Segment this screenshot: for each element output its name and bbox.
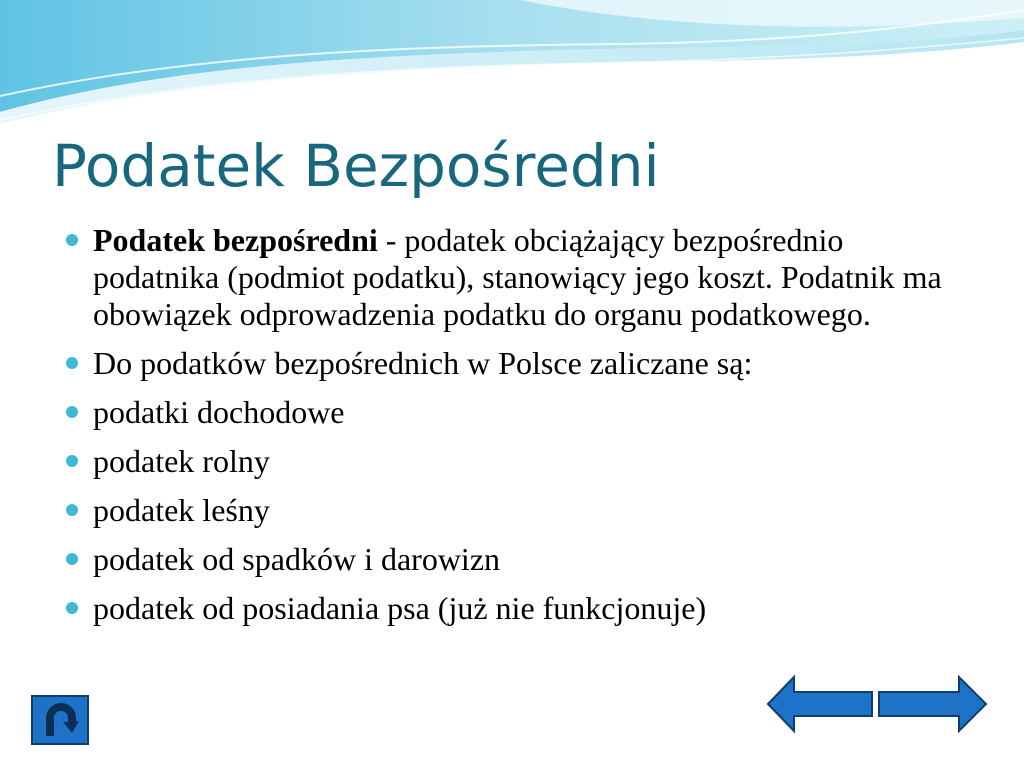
bullet-item <box>66 492 966 529</box>
return-arrow-icon <box>42 702 80 738</box>
bullet-dot-icon <box>66 234 78 246</box>
return-button[interactable] <box>31 695 89 745</box>
bullet-item-definition <box>66 222 966 333</box>
bullet-item <box>66 443 966 480</box>
bullet-item <box>66 541 966 578</box>
bullet-dot-icon <box>66 553 78 565</box>
next-button[interactable] <box>877 674 989 734</box>
bullet-list <box>66 222 966 639</box>
bullet-dot-icon <box>66 602 78 614</box>
bullet-dot-icon <box>66 455 78 467</box>
back-button[interactable] <box>766 674 876 734</box>
bullet-text: podatek od spadków i darowizn <box>93 541 501 577</box>
bullet-item <box>66 345 966 382</box>
bullet-item <box>66 394 966 431</box>
bullet-dot-icon <box>66 504 78 516</box>
definition-term: Podatek bezpośredni <box>93 222 378 258</box>
arrow-left-icon <box>768 677 872 731</box>
bullet-text: Do podatków bezpośrednich w Polsce zaliczane są: <box>93 345 753 381</box>
arrow-right-icon <box>879 677 986 731</box>
header-wave-decoration <box>0 0 1024 130</box>
bullet-text: podatek od posiadania psa (już nie funkcjonuje) <box>93 590 707 626</box>
bullet-item <box>66 590 966 627</box>
bullet-text: podatek rolny <box>93 443 270 479</box>
bullet-text: podatki dochodowe <box>93 394 345 430</box>
bullet-dot-icon <box>66 357 78 369</box>
slide-title: Podatek Bezpośredni <box>52 132 660 200</box>
bullet-dot-icon <box>66 406 78 418</box>
bullet-text: podatek leśny <box>93 492 270 528</box>
definition-text: - podatek obciążający bezpośrednio podatnika (podmiot podatku), stanowiący jego koszt. Podatnik ma obowiązek odprowadzenia podatku do organu podatkowego. <box>93 222 942 332</box>
